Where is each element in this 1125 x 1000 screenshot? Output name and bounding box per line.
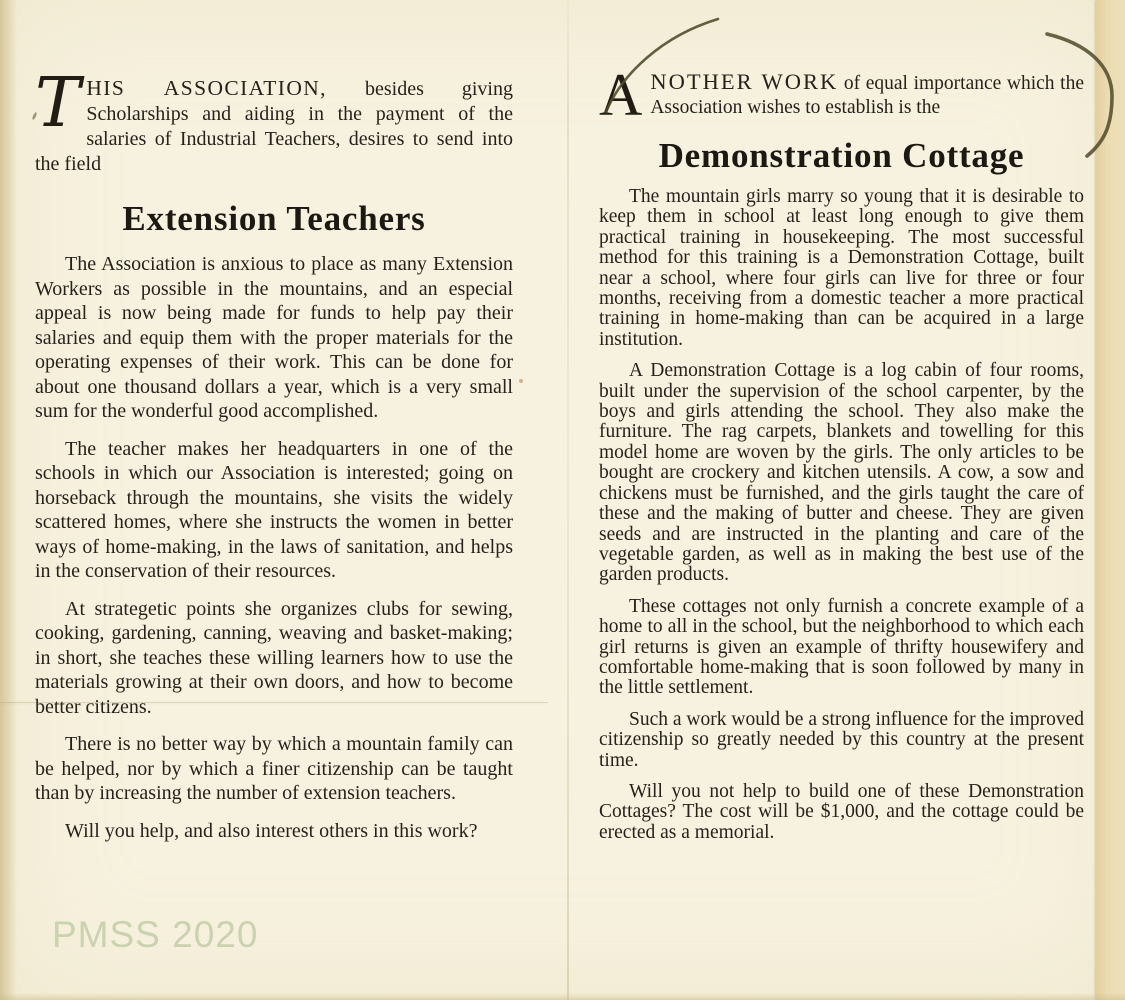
paragraph: There is no better way by which a mountain family can be helped, nor by which a finer citizenship can be taught than by increasing the number of extension teachers. xyxy=(35,733,513,804)
paragraph: The Association is anxious to place as many Extension Workers as possible in the mountains, and an especial appeal is now being made for funds to help pay their salaries and equip them with the proper materials for the operating expenses of their work. This can be done for about one thousand dollars a year, which is a very small sum for the wonderful good accomplished. xyxy=(35,253,513,422)
right-column xyxy=(599,62,1084,843)
scan-edge-left xyxy=(0,0,17,1000)
watermark: PMSS 2020 xyxy=(52,914,259,955)
heading-extension-teachers: Extension Teachers xyxy=(122,199,426,238)
stray-ink-speck xyxy=(519,379,523,383)
opening-lead-caps: HIS ASSOCIATION, xyxy=(86,76,327,100)
paragraph: These cottages not only furnish a concrete example of a home to all in the school, but the neighborhood to which each girl returns is given an example of thrifty housewifery and comfortable home-making that is soon followed by many in the little settlement. xyxy=(599,595,1084,699)
opening-text: of equal importance which the Association wishes to establish is the xyxy=(650,73,1084,118)
left-opening-paragraph xyxy=(35,64,513,177)
heading-demonstration-cottage: Demonstration Cottage xyxy=(658,136,1025,175)
paragraph: Such a work would be a strong influence for the improved citizenship so greatly needed by this country at the present time. xyxy=(599,708,1084,771)
opening-text: besides giving Scholarships and aiding in the payment of the salaries of Industrial Teachers, desires to send into the field xyxy=(35,78,513,175)
opening-lead-caps: NOTHER WORK xyxy=(650,69,839,94)
paragraph: The teacher makes her headquarters in one of the schools in which our Association is interested; going on horseback through the mountains, she visits the widely scattered homes, where she instructs the women in better ways of home-making, in the laws of sanitation, and helps in the conservation of their resources. xyxy=(35,437,513,582)
paragraph: Will you help, and also interest others in this work? xyxy=(65,819,478,842)
paragraph: A Demonstration Cottage is a log cabin of four rooms, built under the supervision of the school carpenter, by the boys and girls attending the school. They also make the furniture. The rag carpets, blankets and towelling for this model home are woven by the girls. The only articles to be bought are crockery and kitchen utensils. A cow, a sow and chickens must be furnished, and the girls taught the care of these and the making of butter and cheese. They are given seeds and are instructed in the planting and care of the vegetable garden, as well as in making the best use of the garden products. xyxy=(599,360,1084,586)
center-fold-line xyxy=(567,0,569,1000)
drop-cap-initial-T: T xyxy=(35,64,81,143)
right-opening-paragraph xyxy=(599,62,1084,128)
paragraph: Will you not help to build one of these Demonstration Cottages? The cost will be $1,000, and the cottage could be erected as a memorial. xyxy=(599,780,1084,843)
scan-edge-right xyxy=(1096,0,1125,1000)
paragraph: The mountain girls marry so young that it is desirable to keep them in school at least long enough to give them practical training in housekeeping. The most successful method for this training is a Demonstration Cottage, built near a school, where four girls can live for three or four months, receiving from a domestic teacher a more practical training in home-making than can be acquired in a large institution. xyxy=(599,186,1084,350)
paragraph: At strategetic points she organizes clubs for sewing, cooking, gardening, canning, weaving and basket-making; in short, she teaches these willing learners how to use the materials growing at their own doors, and how to become better citizens. xyxy=(35,597,513,718)
drop-cap-initial-A: A xyxy=(599,62,643,128)
left-column xyxy=(35,64,513,843)
